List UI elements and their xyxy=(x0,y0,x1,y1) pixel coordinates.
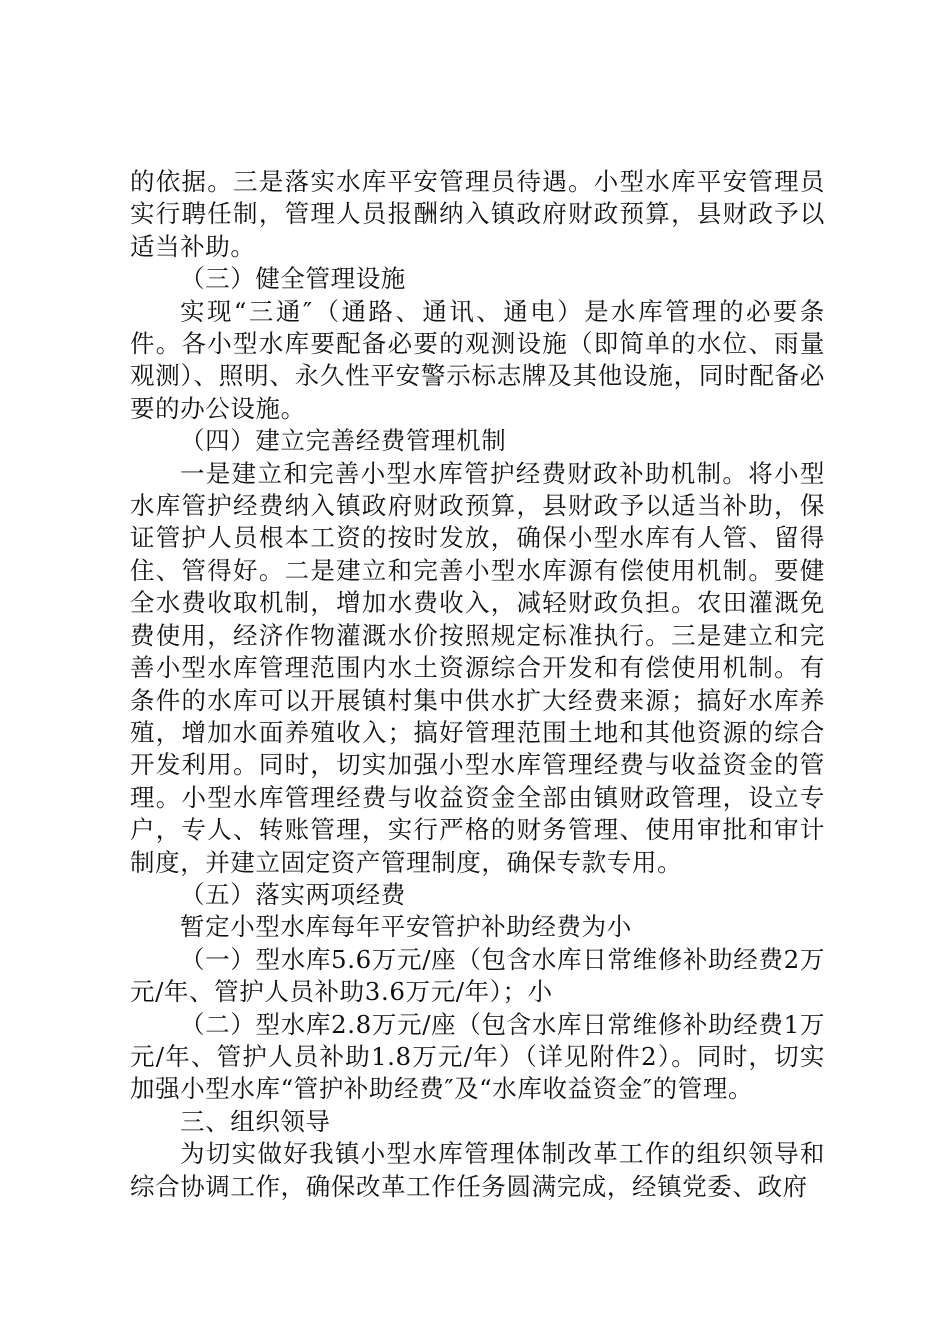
body-paragraph: （一）型水库5.6万元/座（包含水库日常维修补助经费2万元/年、管护人员补助3.6万元/年）；小 xyxy=(130,944,825,1007)
body-paragraph: 暂定小型水库每年平安管护补助经费为小 xyxy=(180,912,632,942)
document-page xyxy=(130,166,825,1203)
body-paragraph: 为切实做好我镇小型水库管理体制改革工作的组织领导和综合协调工作，确保改革工作任务圆满完成，经镇党委、政府 xyxy=(130,1139,825,1201)
section-heading: （四）建立完善经费管理机制 xyxy=(180,426,507,456)
body-paragraph: 实现“三通″（通路、通讯、通电）是水库管理的必要条件。各小型水库要配备必要的观测设施（即简单的水位、雨量观测）、照明、永久性平安警示标志牌及其他设施，同时配备必要的办公设施。 xyxy=(130,296,825,423)
body-paragraph: 一是建立和完善小型水库管护经费财政补助机制。将小型水库管护经费纳入镇政府财政预算，县财政予以适当补助，保证管护人员根本工资的按时发放，确保小型水库有人管、留得住、管得好。二是建立和完善小型水库源有偿使用机制。要健全水费收取机制，增加水费收入，减轻财政负担。农田灌溉免费使用，经济作物灌溉水价按照规定标准执行。三是建立和完善小型水库管理范围内水土资源综合开发和有偿使用机制。有条件的水库可以开展镇村集中供水扩大经费来源；搞好水库养殖，增加水面养殖收入；搞好管理范围土地和其他资源的综合开发利用。同时，切实加强小型水库管理经费与收益资金的管理。小型水库管理经费与收益资金全部由镇财政管理，设立专户，专人、转账管理，实行严格的财务管理、使用审批和审计制度，并建立固定资产管理制度，确保专款专用。 xyxy=(130,458,825,877)
body-paragraph: （二）型水库2.8万元/座（包含水库日常维修补助经费1万元/年、管护人员补助1.8万元/年）（详见附件2）。同时，切实加强小型水库“管护补助经费″及“水库收益资金″的管理。 xyxy=(130,1009,825,1104)
body-paragraph: 的依据。三是落实水库平安管理员待遇。小型水库平安管理员实行聘任制，管理人员报酬纳入镇政府财政预算，县财政予以适当补助。 xyxy=(130,167,825,261)
section-heading: （五）落实两项经费 xyxy=(180,879,406,909)
section-heading: 三、组织领导 xyxy=(180,1106,331,1136)
section-heading: （三）健全管理设施 xyxy=(180,264,406,294)
